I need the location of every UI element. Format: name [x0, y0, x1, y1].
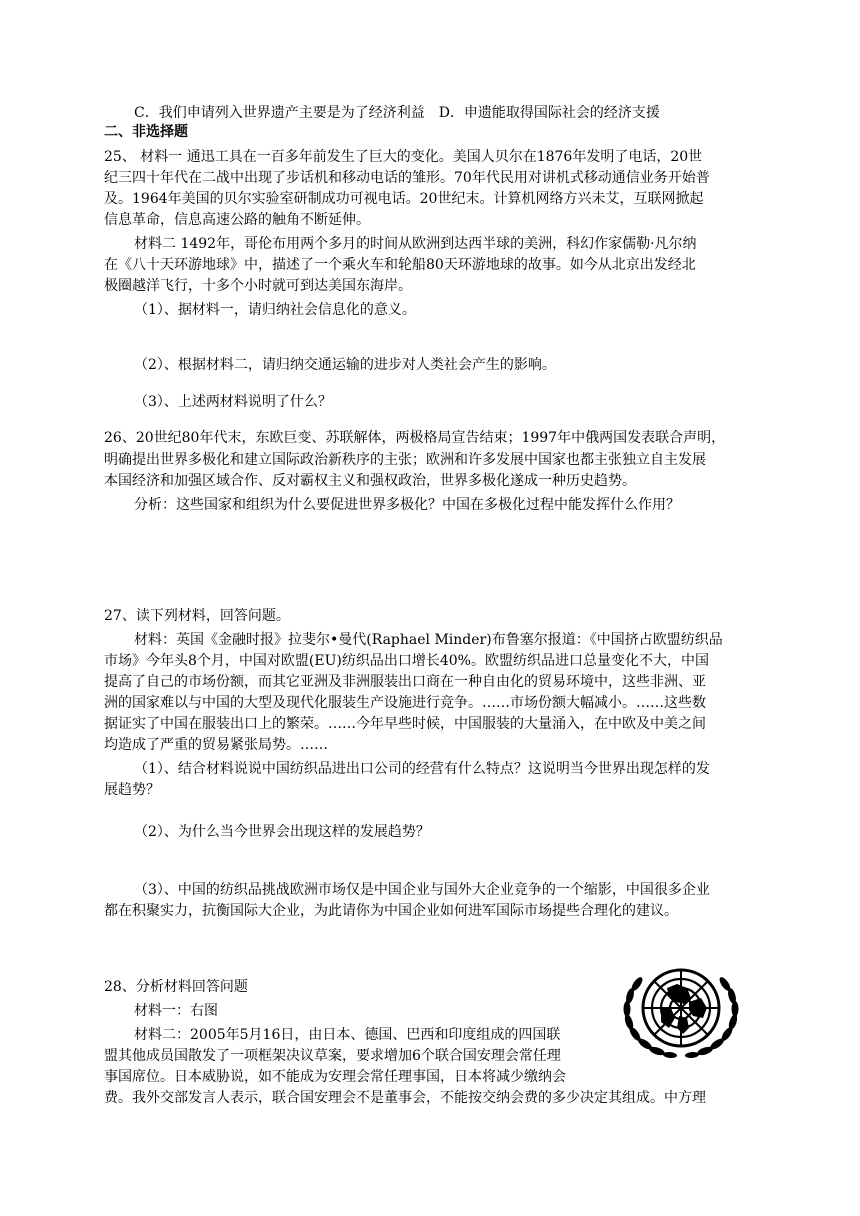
q27-line: 均造成了严重的贸易紧张局势。…… [104, 737, 328, 753]
q25-line: 极圈越洋飞行，十多个小时就可到达美国东海岸。 [104, 278, 412, 294]
un-emblem-icon [617, 958, 745, 1062]
q27-line: 洲的国家难以与中国的大型及现代化服装生产设施进行竞争。……市场份额大幅减小。……这些数 [104, 695, 706, 711]
q27-line: 据证实了中国在服装出口上的繁荣。……今年早些时候，中国服装的大量涌入，在中欧及中美之间 [104, 716, 706, 732]
q25-line: 信息革命，信息高速公路的触角不断延伸。 [104, 212, 370, 228]
q28-line: 盟其他成员国散发了一项框架决议草案，要求增加6个联合国安理会常任理 [104, 1048, 561, 1064]
choice-option-line: C．我们申请列入世界遗产主要是为了经济利益 D．申遗能取得国际社会的经济支援 [134, 105, 660, 121]
q27-line: 材料：英国《金融时报》拉斐尔•曼代(Raphael Minder)布鲁塞尔报道：《中国挤占欧盟纺织品 [134, 632, 723, 648]
q27-sub-question-1-cont: 展趋势？ [104, 782, 160, 798]
q27-line: 27、读下列材料，回答问题。 [104, 608, 290, 624]
q28-line: 28、分析材料回答问题 [104, 979, 248, 995]
q25-sub-question-1: （1）、据材料一，请归纳社会信息化的意义。 [134, 302, 416, 318]
q26-line: 明确提出世界多极化和建立国际政治新秩序的主张；欧洲和许多发展中国家也都主张独立自主发展 [104, 452, 706, 468]
q26-line: 本国经济和加强区域合作、反对霸权主义和强权政治，世界多极化遂成一种历史趋势。 [104, 473, 636, 489]
q27-sub-question-2: （2）、为什么当今世界会出现这样的发展趋势？ [134, 824, 430, 840]
q25-sub-question-3: （3）、上述两材料说明了什么？ [134, 394, 332, 410]
q27-line: 提高了自己的市场份额，而其它亚洲及非洲服装出口商在一种自由化的贸易环境中，这些非洲、亚 [104, 674, 706, 690]
q27-sub-question-3: （3）、中国的纺织品挑战欧洲市场仅是中国企业与国外大企业竞争的一个缩影，中国很多企业 [134, 882, 710, 898]
q25-line: 25、 材料一 通迅工具在一百多年前发生了巨大的变化。美国人贝尔在1876年发明了电话，20世 [104, 149, 703, 165]
q25-line: 在《八十天环游地球》中，描述了一个乘火车和轮船80天环游地球的故事。如今从北京出发经北 [104, 257, 696, 273]
q25-line: 纪三四十年代在二战中出现了步话机和移动电话的雏形。70年代民用对讲机式移动通信业务开始普 [104, 170, 710, 186]
q27-sub-question-3-cont: 都在积聚实力，抗衡国际大企业，为此请你为中国企业如何进军国际市场提些合理化的建议。 [104, 903, 678, 919]
q25-sub-question-2: （2）、根据材料二，请归纳交通运输的进步对人类社会产生的影响。 [134, 357, 556, 373]
q28-line: 材料一：右图 [134, 1003, 218, 1019]
q26-analysis-question: 分析：这些国家和组织为什么要促进世界多极化？中国在多极化过程中能发挥什么作用？ [134, 497, 680, 513]
q25-line: 及。1964年美国的贝尔实验室研制成功可视电话。20世纪末。计算机网络方兴未艾，互联网掀起 [104, 191, 704, 207]
q27-sub-question-1: （1）、结合材料说说中国纺织品进出口公司的经营有什么特点？这说明当今世界出现怎样的发 [134, 761, 710, 777]
q28-line: 事国席位。日本威胁说，如不能成为安理会常任理事国，日本将减少缴纳会 [104, 1069, 566, 1085]
section-heading: 二、非选择题 [104, 124, 188, 140]
q28-line: 费。我外交部发言人表示，联合国安理会不是董事会，不能按交纳会费的多少决定其组成。中方理 [104, 1090, 706, 1106]
q26-line: 26、20世纪80年代末，东欧巨变、苏联解体，两极格局宣告结束；1997年中俄两国发表联合声明， [104, 430, 726, 446]
q28-line: 材料二：2005年5月16日，由日本、德国、巴西和印度组成的四国联 [134, 1027, 561, 1043]
q27-line: 市场》今年头8个月，中国对欧盟(EU)纺织品出口增长40%。欧盟纺织品进口总量变化不大，中国 [104, 653, 709, 669]
q25-line: 材料二 1492年，哥伦布用两个多月的时间从欧洲到达西半球的美洲，科幻作家儒勒·凡尔纳 [134, 236, 697, 252]
